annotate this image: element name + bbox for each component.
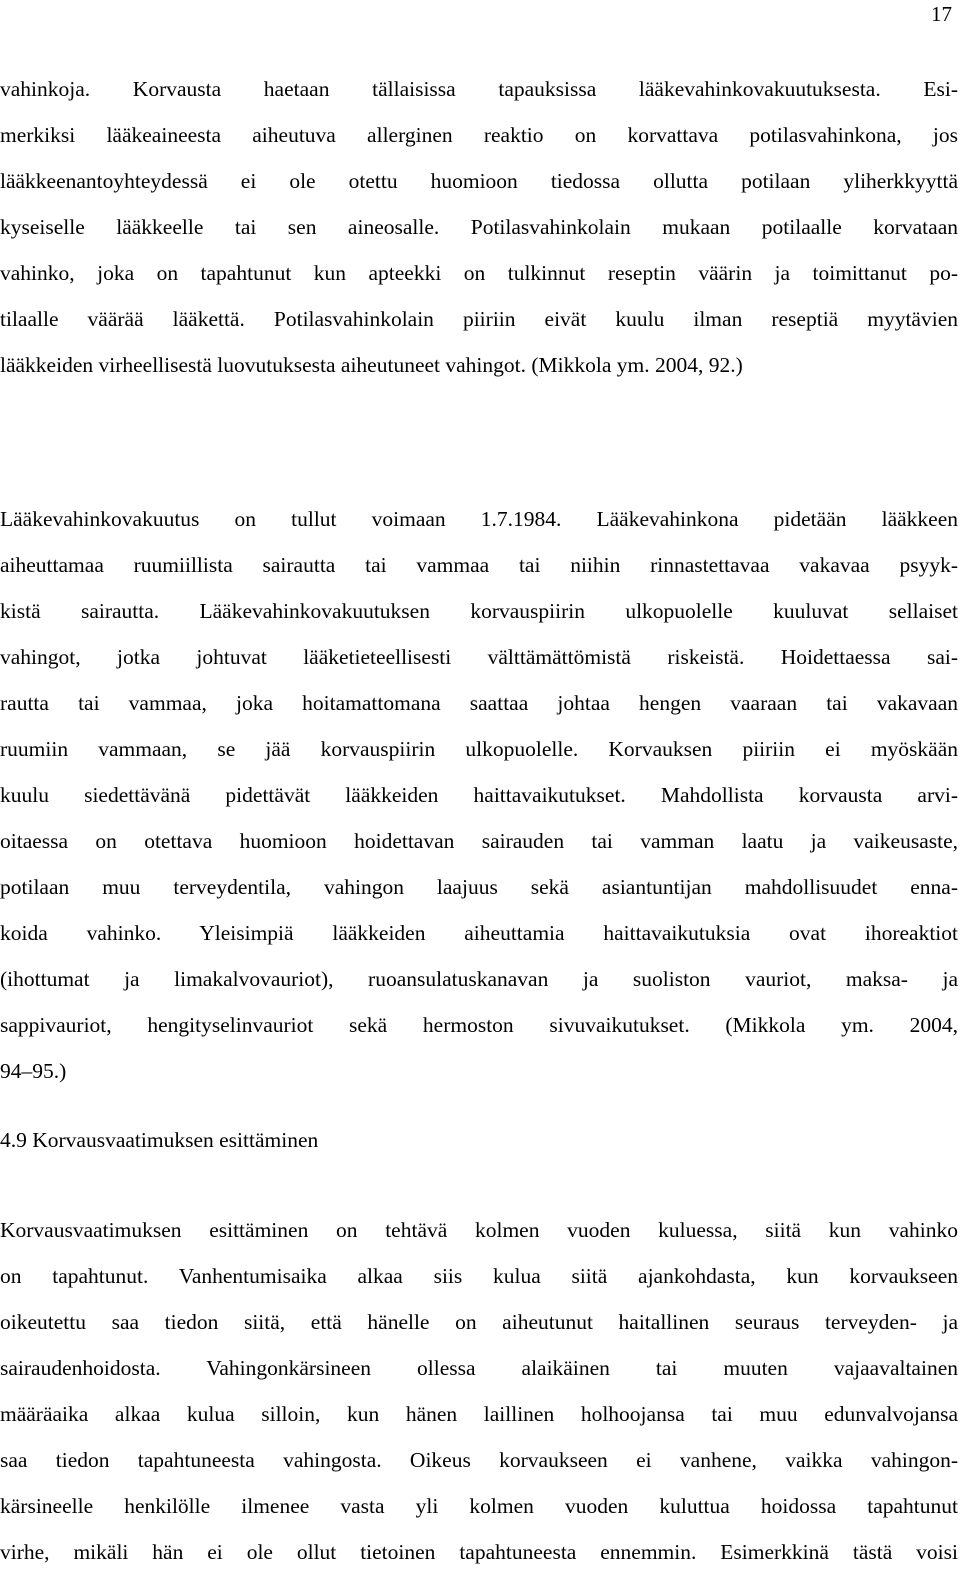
paragraph-lääkevahingot <box>0 66 958 388</box>
text-line: kistä sairautta. Lääkevahinkovakuutuksen korvauspiirin ulkopuolelle kuuluvat sellaiset <box>0 599 958 623</box>
text-line: merkiksi lääkeaineesta aiheutuva allerginen reaktio on korvattava potilasvahinkona, jos <box>0 123 958 147</box>
text-line: vahinko, joka on tapahtunut kun apteekki on tulkinnut reseptin väärin ja toimittanut po- <box>0 261 958 285</box>
text-line: ruumiin vammaan, se jää korvauspiirin ulkopuolelle. Korvauksen piiriin ei myöskään <box>0 737 958 761</box>
text-line: tilaalle väärää lääkettä. Potilasvahinkolain piiriin eivät kuulu ilman reseptiä myytävien <box>0 307 958 331</box>
text-line: oikeutettu saa tiedon siitä, että hänelle on aiheutunut haitallinen seuraus terveyden- ja <box>0 1310 958 1334</box>
text-line: lääkkeiden virheellisestä luovutuksesta aiheutuneet vahingot. (Mikkola ym. 2004, 92.) <box>0 353 743 377</box>
text-line: määräaika alkaa kulua silloin, kun hänen laillinen holhoojansa tai muu edunvalvojansa <box>0 1402 958 1426</box>
text-line: potilaan muu terveydentila, vahingon laajuus sekä asiantuntijan mahdollisuudet enna- <box>0 875 958 899</box>
text-line: Lääkevahinkovakuutus on tullut voimaan 1.7.1984. Lääkevahinkona pidetään lääkkeen <box>0 507 958 531</box>
text-line: vahingot, jotka johtuvat lääketieteellisesti välttämättömistä riskeistä. Hoidettaessa sai- <box>0 645 958 669</box>
text-line: Korvausvaatimuksen esittäminen on tehtävä kolmen vuoden kuluessa, siitä kun vahinko <box>0 1218 958 1242</box>
text-line: virhe, mikäli hän ei ole ollut tietoinen tapahtuneesta ennemmin. Esimerkkinä tästä voisi <box>0 1540 958 1564</box>
text-line: koida vahinko. Yleisimpiä lääkkeiden aiheuttamia haittavaikutuksia ovat ihoreaktiot <box>0 921 958 945</box>
text-line: vahinkoja. Korvausta haetaan tällaisissa tapauksissa lääkevahinkovakuutuksesta. Esi- <box>0 77 958 101</box>
text-line: rautta tai vammaa, joka hoitamattomana saattaa johtaa hengen vaaraan tai vakavaan <box>0 691 958 715</box>
text-line: kyseiselle lääkkeelle tai sen aineosalle. Potilasvahinkolain mukaan potilaalle korvataan <box>0 215 958 239</box>
text-line: lääkkeenantoyhteydessä ei ole otettu huomioon tiedossa ollutta potilaan yliherkkyyttä <box>0 169 958 193</box>
page-number: 17 <box>931 2 952 26</box>
paragraph-lääkevahinkovakuutus <box>0 496 958 1094</box>
text-line: saa tiedon tapahtuneesta vahingosta. Oikeus korvaukseen ei vanhene, vaikka vahingon- <box>0 1448 958 1472</box>
text-line: kuulu siedettävänä pidettävät lääkkeiden haittavaikutukset. Mahdollista korvausta arvi- <box>0 783 958 807</box>
text-line: aiheuttamaa ruumiillista sairautta tai vammaa tai niihin rinnastettavaa vakavaa psyyk- <box>0 553 958 577</box>
text-line: on tapahtunut. Vanhentumisaika alkaa siis kulua siitä ajankohdasta, kun korvaukseen <box>0 1264 958 1288</box>
text-line: sappivauriot, hengityselinvauriot sekä hermoston sivuvaikutukset. (Mikkola ym. 2004, <box>0 1013 958 1037</box>
text-line: 94–95.) <box>0 1059 67 1083</box>
text-line: kärsineelle henkilölle ilmenee vasta yli kolmen vuoden kuluttua hoidossa tapahtunut <box>0 1494 958 1518</box>
section-heading <box>0 1117 958 1163</box>
paragraph-korvausvaatimus <box>0 1207 958 1575</box>
text-line: sairaudenhoidosta. Vahingonkärsineen ollessa alaikäinen tai muuten vajaavaltainen <box>0 1356 958 1380</box>
section-heading-text: 4.9 Korvausvaatimuksen esittäminen <box>0 1128 319 1152</box>
text-line: (ihottumat ja limakalvovauriot), ruoansulatuskanavan ja suoliston vauriot, maksa- ja <box>0 967 958 991</box>
text-line: oitaessa on otettava huomioon hoidettavan sairauden tai vamman laatu ja vaikeusaste, <box>0 829 958 853</box>
